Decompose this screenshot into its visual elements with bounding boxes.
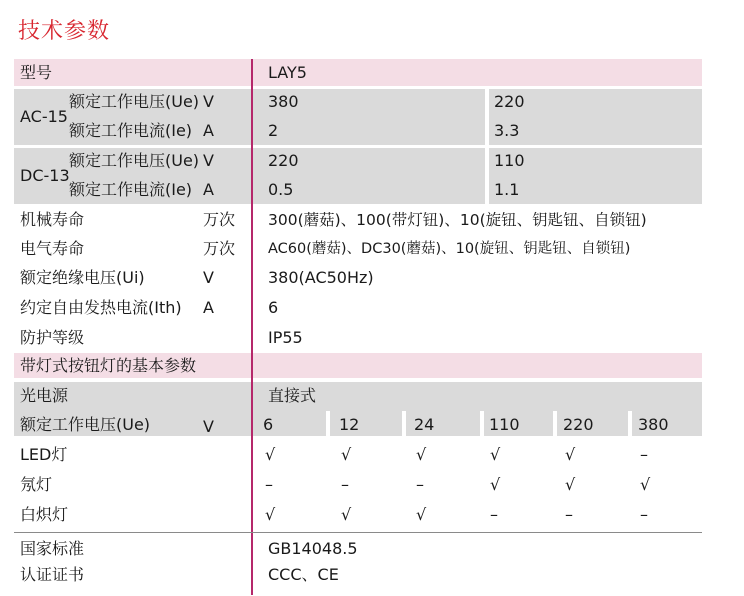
lamp-row-label: 白炽灯 xyxy=(20,505,69,524)
separator xyxy=(402,411,406,436)
dc13-voltage-value: 220 xyxy=(268,151,299,170)
lamp-section-heading: 带灯式按钮灯的基本参数 xyxy=(20,356,197,375)
page-title: 技术参数 xyxy=(18,19,111,44)
lamp-row-label: 氖灯 xyxy=(20,475,53,494)
ac15-current-unit: A xyxy=(203,121,214,140)
separator xyxy=(628,411,632,436)
check-mark: √ xyxy=(265,505,276,524)
spec-label: 额定绝缘电压(Ui) xyxy=(20,268,145,287)
check-mark: √ xyxy=(640,475,651,494)
light-source-value: 直接式 xyxy=(268,386,317,405)
standard-value: GB14048.5 xyxy=(268,539,358,558)
separator xyxy=(326,411,330,436)
dc13-voltage-value: 110 xyxy=(494,151,525,170)
model-row-bg xyxy=(14,59,702,86)
spec-unit: 万次 xyxy=(203,239,236,258)
dash-mark: – xyxy=(265,475,273,494)
standard-label: 国家标准 xyxy=(20,539,85,558)
ac15-current-label: 额定工作电流(Ie) xyxy=(69,121,193,140)
spec-value: IP55 xyxy=(268,328,303,347)
separator xyxy=(553,411,557,436)
ac15-voltage-value: 220 xyxy=(494,92,525,111)
certificate-label: 认证证书 xyxy=(20,565,85,584)
lamp-voltage-value: 6 xyxy=(263,415,274,434)
model-value: LAY5 xyxy=(268,63,307,82)
lamp-voltage-value: 380 xyxy=(638,415,669,434)
check-mark: √ xyxy=(341,505,352,524)
check-mark: √ xyxy=(490,475,501,494)
dash-mark: – xyxy=(640,505,648,524)
lamp-voltage-value: 110 xyxy=(489,415,520,434)
lamp-voltage-value: 12 xyxy=(339,415,360,434)
check-mark: √ xyxy=(490,445,501,464)
ac15-group: AC-15 xyxy=(20,107,68,126)
ac15-current-value: 2 xyxy=(268,121,279,140)
dc13-group: DC-13 xyxy=(20,166,70,185)
section-divider xyxy=(14,532,702,533)
spec-value: 300(蘑菇)、100(带灯钮)、10(旋钮、钥匙钮、自锁钮) xyxy=(268,211,647,229)
dc13-current-value: 1.1 xyxy=(494,180,520,199)
separator xyxy=(485,89,489,145)
certificate-value: CCC、CE xyxy=(268,565,339,584)
dc13-current-value: 0.5 xyxy=(268,180,294,199)
dc13-current-label: 额定工作电流(Ie) xyxy=(69,180,193,199)
spec-value: 380(AC50Hz) xyxy=(268,268,374,287)
dc13-current-unit: A xyxy=(203,180,214,199)
check-mark: √ xyxy=(416,445,427,464)
lamp-voltage-unit: V xyxy=(203,417,214,436)
dash-mark: – xyxy=(490,505,498,524)
separator xyxy=(485,148,489,204)
lamp-voltage-label: 额定工作电压(Ue) xyxy=(20,415,151,434)
ac15-current-value: 3.3 xyxy=(494,121,520,140)
spec-unit: A xyxy=(203,298,214,317)
spec-label: 防护等级 xyxy=(20,328,85,347)
spec-label: 电气寿命 xyxy=(20,239,85,258)
light-source-label: 光电源 xyxy=(20,386,69,405)
lamp-voltage-value: 24 xyxy=(414,415,435,434)
separator xyxy=(480,411,484,436)
dash-mark: – xyxy=(416,475,424,494)
spec-value: AC60(蘑菇)、DC30(蘑菇)、10(旋钮、钥匙钮、自锁钮) xyxy=(268,241,631,257)
dash-mark: – xyxy=(640,445,648,464)
spec-label: 约定自由发热电流(Ith) xyxy=(20,298,182,317)
check-mark: √ xyxy=(565,475,576,494)
spec-value: 6 xyxy=(268,298,279,317)
ac15-voltage-label: 额定工作电压(Ue) xyxy=(69,92,200,111)
dash-mark: – xyxy=(565,505,573,524)
dc13-voltage-unit: V xyxy=(203,151,214,170)
ac15-voltage-value: 380 xyxy=(268,92,299,111)
spec-label: 机械寿命 xyxy=(20,210,85,229)
check-mark: √ xyxy=(265,445,276,464)
column-divider xyxy=(251,59,253,595)
dc13-voltage-label: 额定工作电压(Ue) xyxy=(69,151,200,170)
ac15-voltage-unit: V xyxy=(203,92,214,111)
lamp-voltage-value: 220 xyxy=(563,415,594,434)
lamp-row-label: LED灯 xyxy=(20,445,68,464)
check-mark: √ xyxy=(416,505,427,524)
model-label: 型号 xyxy=(20,63,53,82)
dash-mark: – xyxy=(341,475,349,494)
check-mark: √ xyxy=(565,445,576,464)
spec-unit: V xyxy=(203,268,214,287)
spec-unit: 万次 xyxy=(203,210,236,229)
check-mark: √ xyxy=(341,445,352,464)
